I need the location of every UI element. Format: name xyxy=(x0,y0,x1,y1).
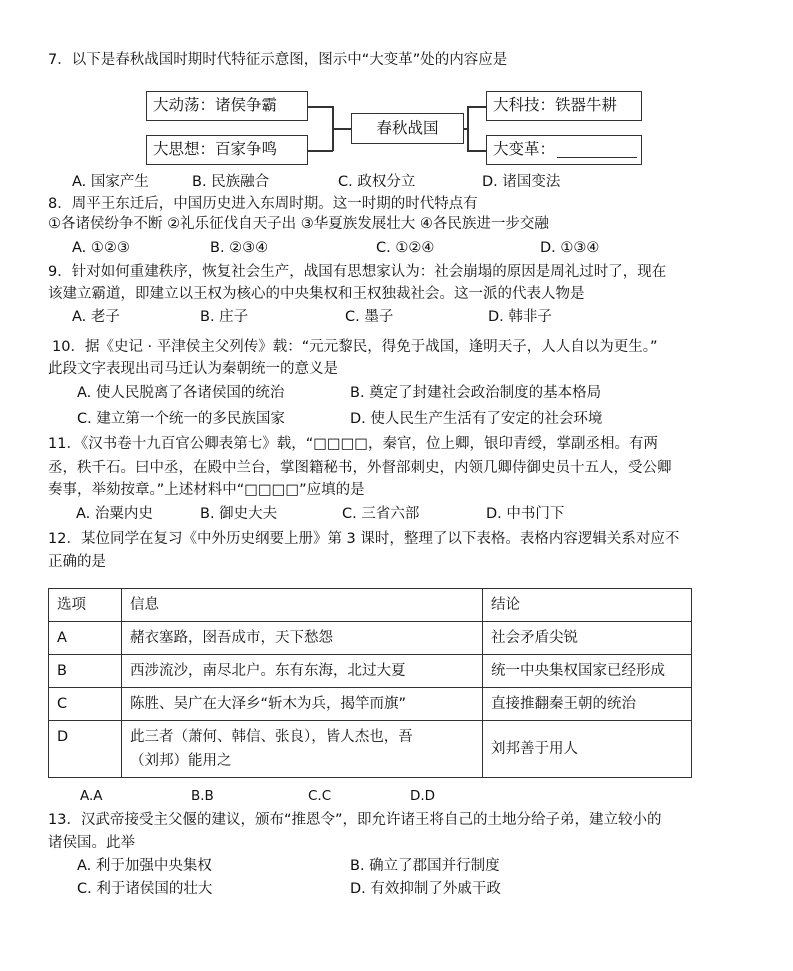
table-cell-conclusion: 刘邦善于用人 xyxy=(483,721,692,778)
diagram-box-top-right: 大科技：铁器牛耕 xyxy=(486,91,642,121)
q13-line1: 13．汉武帝接受主父偃的建议，颁布“推恩令”，即允许诸王将自己的土地分给子弟，建立较小的 xyxy=(48,812,662,828)
q8-option-b: B. ②③④ xyxy=(210,240,269,256)
connector-line xyxy=(308,150,333,152)
q12-option-b: B.B xyxy=(191,788,214,804)
table-header-info: 信息 xyxy=(122,589,483,622)
q9-option-a: A. 老子 xyxy=(72,309,120,325)
q9-option-b: B. 庄子 xyxy=(200,309,249,325)
diagram-box-center: 春秋战国 xyxy=(351,113,464,144)
q9-line1: 9．针对如何重建秩序，恢复社会生产，战国有思想家认为：社会崩塌的原因是周礼过时了，现在 xyxy=(48,264,667,280)
q7-option-c: C. 政权分立 xyxy=(338,174,416,190)
q8-option-d: D. ①③④ xyxy=(540,240,600,256)
answer-blank xyxy=(557,143,637,158)
table-cell-info-line2: （刘邦）能用之 xyxy=(130,753,232,769)
q10-option-b: B. 奠定了封建社会政治制度的基本格局 xyxy=(350,385,602,401)
q9-line2: 该建立霸道，即建立以王权为核心的中央集权和王权独裁社会。这一派的代表人物是 xyxy=(48,286,585,302)
q11-option-b: B. 御史大夫 xyxy=(200,506,278,522)
table-row xyxy=(49,688,692,721)
table-cell-conclusion: 直接推翻秦王朝的统治 xyxy=(483,688,692,721)
q8-stem: 8．周平王东迁后，中国历史进入东周时期。这一时期的时代特点有 xyxy=(48,196,478,212)
table-cell-conclusion: 社会矛盾尖锐 xyxy=(483,622,692,655)
connector-line xyxy=(467,106,469,151)
table-cell-info xyxy=(122,721,483,778)
q7-option-a: A. 国家产生 xyxy=(72,174,149,190)
q13-option-b: B. 确立了郡国并行制度 xyxy=(350,858,500,874)
q11-line3: 奏事，举劾按章。”上述材料中“□□□□”应填的是 xyxy=(48,482,365,498)
table-cell-option: D xyxy=(49,721,122,778)
diagram-box-top-left: 大动荡：诸侯争霸 xyxy=(146,91,308,121)
q9-option-d: D. 韩非子 xyxy=(488,309,552,325)
table-cell-conclusion: 统一中央集权国家已经形成 xyxy=(483,655,692,688)
connector-line xyxy=(332,128,352,130)
table-header-conclusion: 结论 xyxy=(483,589,692,622)
table-header-row xyxy=(49,589,692,622)
table-cell-option: A xyxy=(49,622,122,655)
table-cell-option: B xyxy=(49,655,122,688)
table-row xyxy=(49,655,692,688)
q10-option-a: A. 使人民脱离了各诸侯国的统治 xyxy=(77,385,285,401)
q10-line2: 此段文字表现出司马迁认为秦朝统一的意义是 xyxy=(48,361,338,377)
table-cell-info-line1: 此三者（萧何、韩信、张良），皆人杰也，吾 xyxy=(130,729,413,745)
table-row xyxy=(49,721,692,778)
q11-option-d: D. 中书门下 xyxy=(486,506,565,522)
q12-line2: 正确的是 xyxy=(48,554,106,570)
q7-stem: 7．以下是春秋战国时期时代特征示意图，图示中“大变革”处的内容应是 xyxy=(48,52,508,68)
q8-option-a: A. ①②③ xyxy=(72,240,130,256)
q7-option-d: D. 诸国变法 xyxy=(482,174,561,190)
connector-line xyxy=(308,106,333,108)
connector-line xyxy=(467,106,486,108)
q13-line2: 诸侯国。此举 xyxy=(48,835,135,851)
connector-line xyxy=(467,150,486,152)
q13-option-c: C. 利于诸侯国的壮大 xyxy=(77,881,213,897)
q11-option-c: C. 三省六部 xyxy=(342,506,420,522)
q10-line1: 10．据《史记 · 平津侯主父列传》载：“元元黎民，得免于战国，逢明天子，人人自以为更生。” xyxy=(52,339,658,355)
q10-option-d: D. 使人民生产生活有了安定的社会环境 xyxy=(350,411,603,427)
q8-option-c: C. ①②④ xyxy=(376,240,435,256)
table-cell-info: 陈胜、吴广在大泽乡“斩木为兵，揭竿而旗” xyxy=(122,688,483,721)
q12-option-a: A.A xyxy=(80,788,103,804)
table-cell-info: 赭衣塞路，囹吾成市，天下愁怨 xyxy=(122,622,483,655)
diagram-box-bottom-right xyxy=(486,135,642,165)
q13-option-a: A. 利于加强中央集权 xyxy=(77,858,212,874)
table-cell-option: C xyxy=(49,688,122,721)
q13-option-d: D. 有效抑制了外戚干政 xyxy=(350,881,501,897)
q12-option-c: C.C xyxy=(308,788,332,804)
q11-line1: 11．《汉书卷十九百官公卿表第七》载，“□□□□，秦官，位上卿，银印青绶，掌副丞相。有两 xyxy=(48,436,659,452)
q11-option-a: A. 治粟内史 xyxy=(76,506,153,522)
q9-option-c: C. 墨子 xyxy=(345,309,394,325)
q11-line2: 丞，秩千石。曰中丞，在殿中兰台，掌图籍秘书，外督部刺史，内领几卿侍御史员十五人，受公卿 xyxy=(48,460,672,476)
table-cell-info: 西涉流沙，南尽北户。东有东海，北过大夏 xyxy=(122,655,483,688)
table-header-option: 选项 xyxy=(49,589,122,622)
q12-option-d: D.D xyxy=(410,788,436,804)
q12-table xyxy=(48,588,692,778)
diagram-box-bottom-left: 大思想：百家争鸣 xyxy=(146,135,308,165)
q7-option-b: B. 民族融合 xyxy=(192,174,270,190)
table-row xyxy=(49,622,692,655)
diagram-bottom-right-label: 大变革： xyxy=(493,140,556,159)
q8-items: ①各诸侯纷争不断 ②礼乐征伐自天子出 ③华夏族发展壮大 ④各民族进一步交融 xyxy=(48,216,549,232)
q10-option-c: C. 建立第一个统一的多民族国家 xyxy=(77,411,285,427)
q12-line1: 12．某位同学在复习《中外历史纲要上册》第 3 课时，整理了以下表格。表格内容逻辑关系对应不 xyxy=(48,531,680,547)
